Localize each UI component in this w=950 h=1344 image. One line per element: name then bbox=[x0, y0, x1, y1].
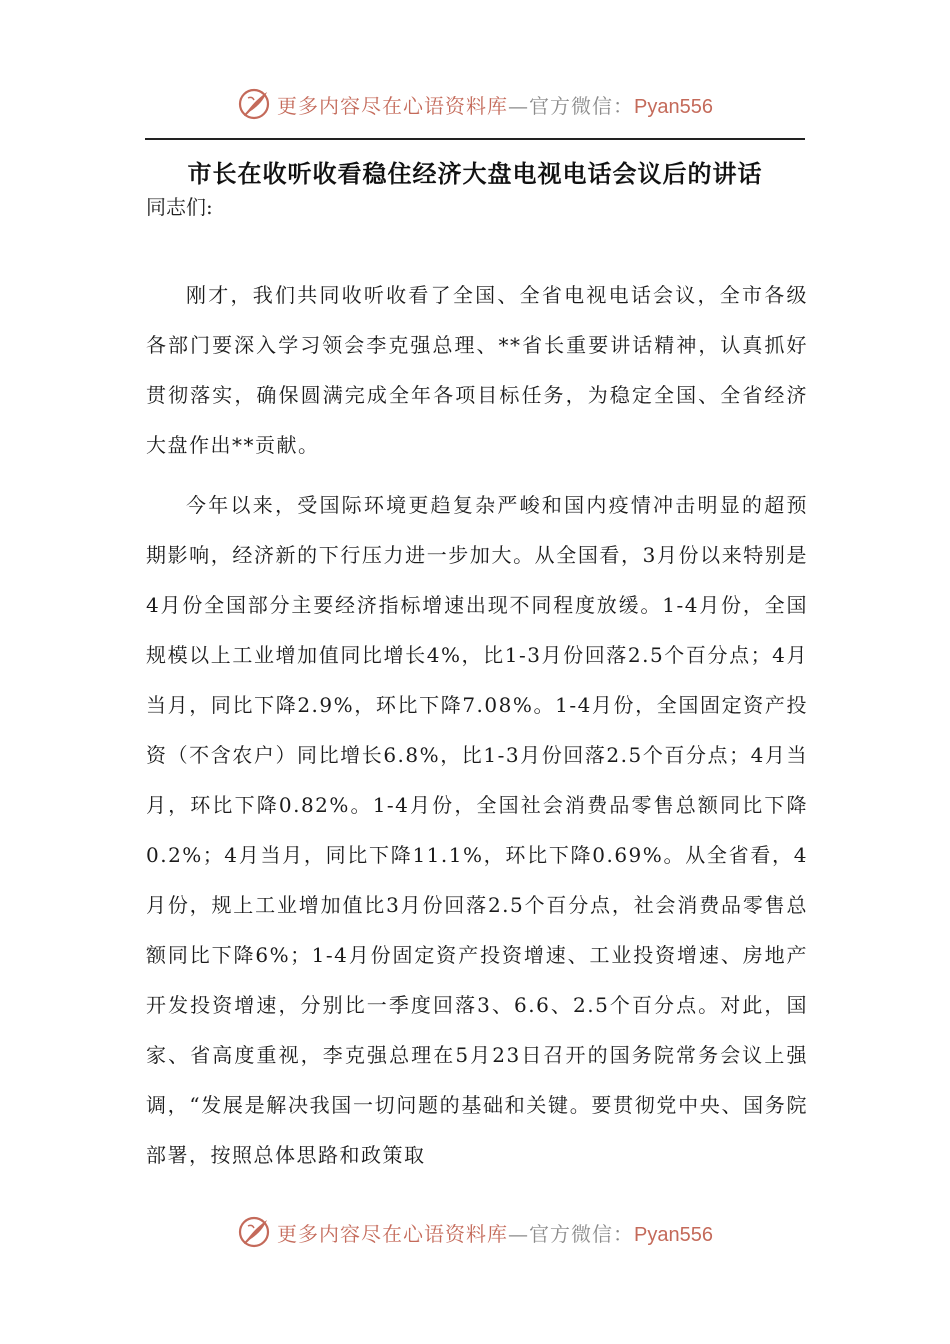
header-banner-text bbox=[277, 90, 713, 119]
document-title: 市长在收听收看稳住经济大盘电视电话会议后的讲话 bbox=[187, 159, 763, 188]
paragraph-1: 刚才，我们共同收听收看了全国、全省电视电话会议，全市各级各部门要深入学习领会李克强总理、**省长重要讲话精神，认真抓好贯彻落实，确保圆满完成全年各项目标任务，为稳定全国、全省经济大盘作出**贡献。 bbox=[146, 283, 808, 457]
footer-wechat-label: 官方微信： bbox=[529, 1221, 635, 1246]
header-divider bbox=[145, 138, 805, 140]
quill-logo-icon bbox=[237, 1214, 273, 1250]
quill-logo-icon bbox=[237, 86, 273, 122]
footer-banner-dash: — bbox=[508, 1221, 530, 1246]
footer-banner-text bbox=[277, 1218, 713, 1247]
header-banner-main: 更多内容尽在心语资料库 bbox=[277, 93, 509, 118]
header-banner-dash: — bbox=[508, 93, 530, 118]
salutation: 同志们: bbox=[146, 195, 213, 219]
document-body bbox=[146, 270, 808, 1190]
footer-wechat-id: Pyan556 bbox=[634, 1223, 713, 1246]
footer-banner bbox=[0, 1212, 950, 1252]
footer-banner-main: 更多内容尽在心语资料库 bbox=[277, 1221, 509, 1246]
paragraph-2: 今年以来，受国际环境更趋复杂严峻和国内疫情冲击明显的超预期影响，经济新的下行压力进一步加大。从全国看，3月份以来特别是4月份全国部分主要经济指标增速出现不同程度放缓。1-4月份，全国规模以上工业增加值同比增长4%，比1-3月份回落2.5个百分点；4月当月，同比下降2.9%，环比下降7.08%。1-4月份，全国固定资产投资（不含农户）同比增长6.8%，比1-3月份回落2.5个百分点；4月当月，环比下降0.82%。1-4月份，全国社会消费品零售总额同比下降0.2%；4月当月，同比下降11.1%，环比下降0.69%。从全省看，4月份，规上工业增加值比3月份回落2.5个百分点，社会消费品零售总额同比下降6%；1-4月份固定资产投资增速、工业投资增速、房地产开发投资增速，分别比一季度回落3、6.6、2.5个百分点。对此，国家、省高度重视，李克强总理在5月23日召开的国务院常务会议上强调，“发展是解决我国一切问题的基础和关键。要贯彻党中央、国务院部署，按照总体思路和政策取 bbox=[146, 493, 808, 1167]
header-wechat-label: 官方微信： bbox=[529, 93, 635, 118]
header-wechat-id: Pyan556 bbox=[634, 95, 713, 118]
header-banner bbox=[0, 84, 950, 124]
